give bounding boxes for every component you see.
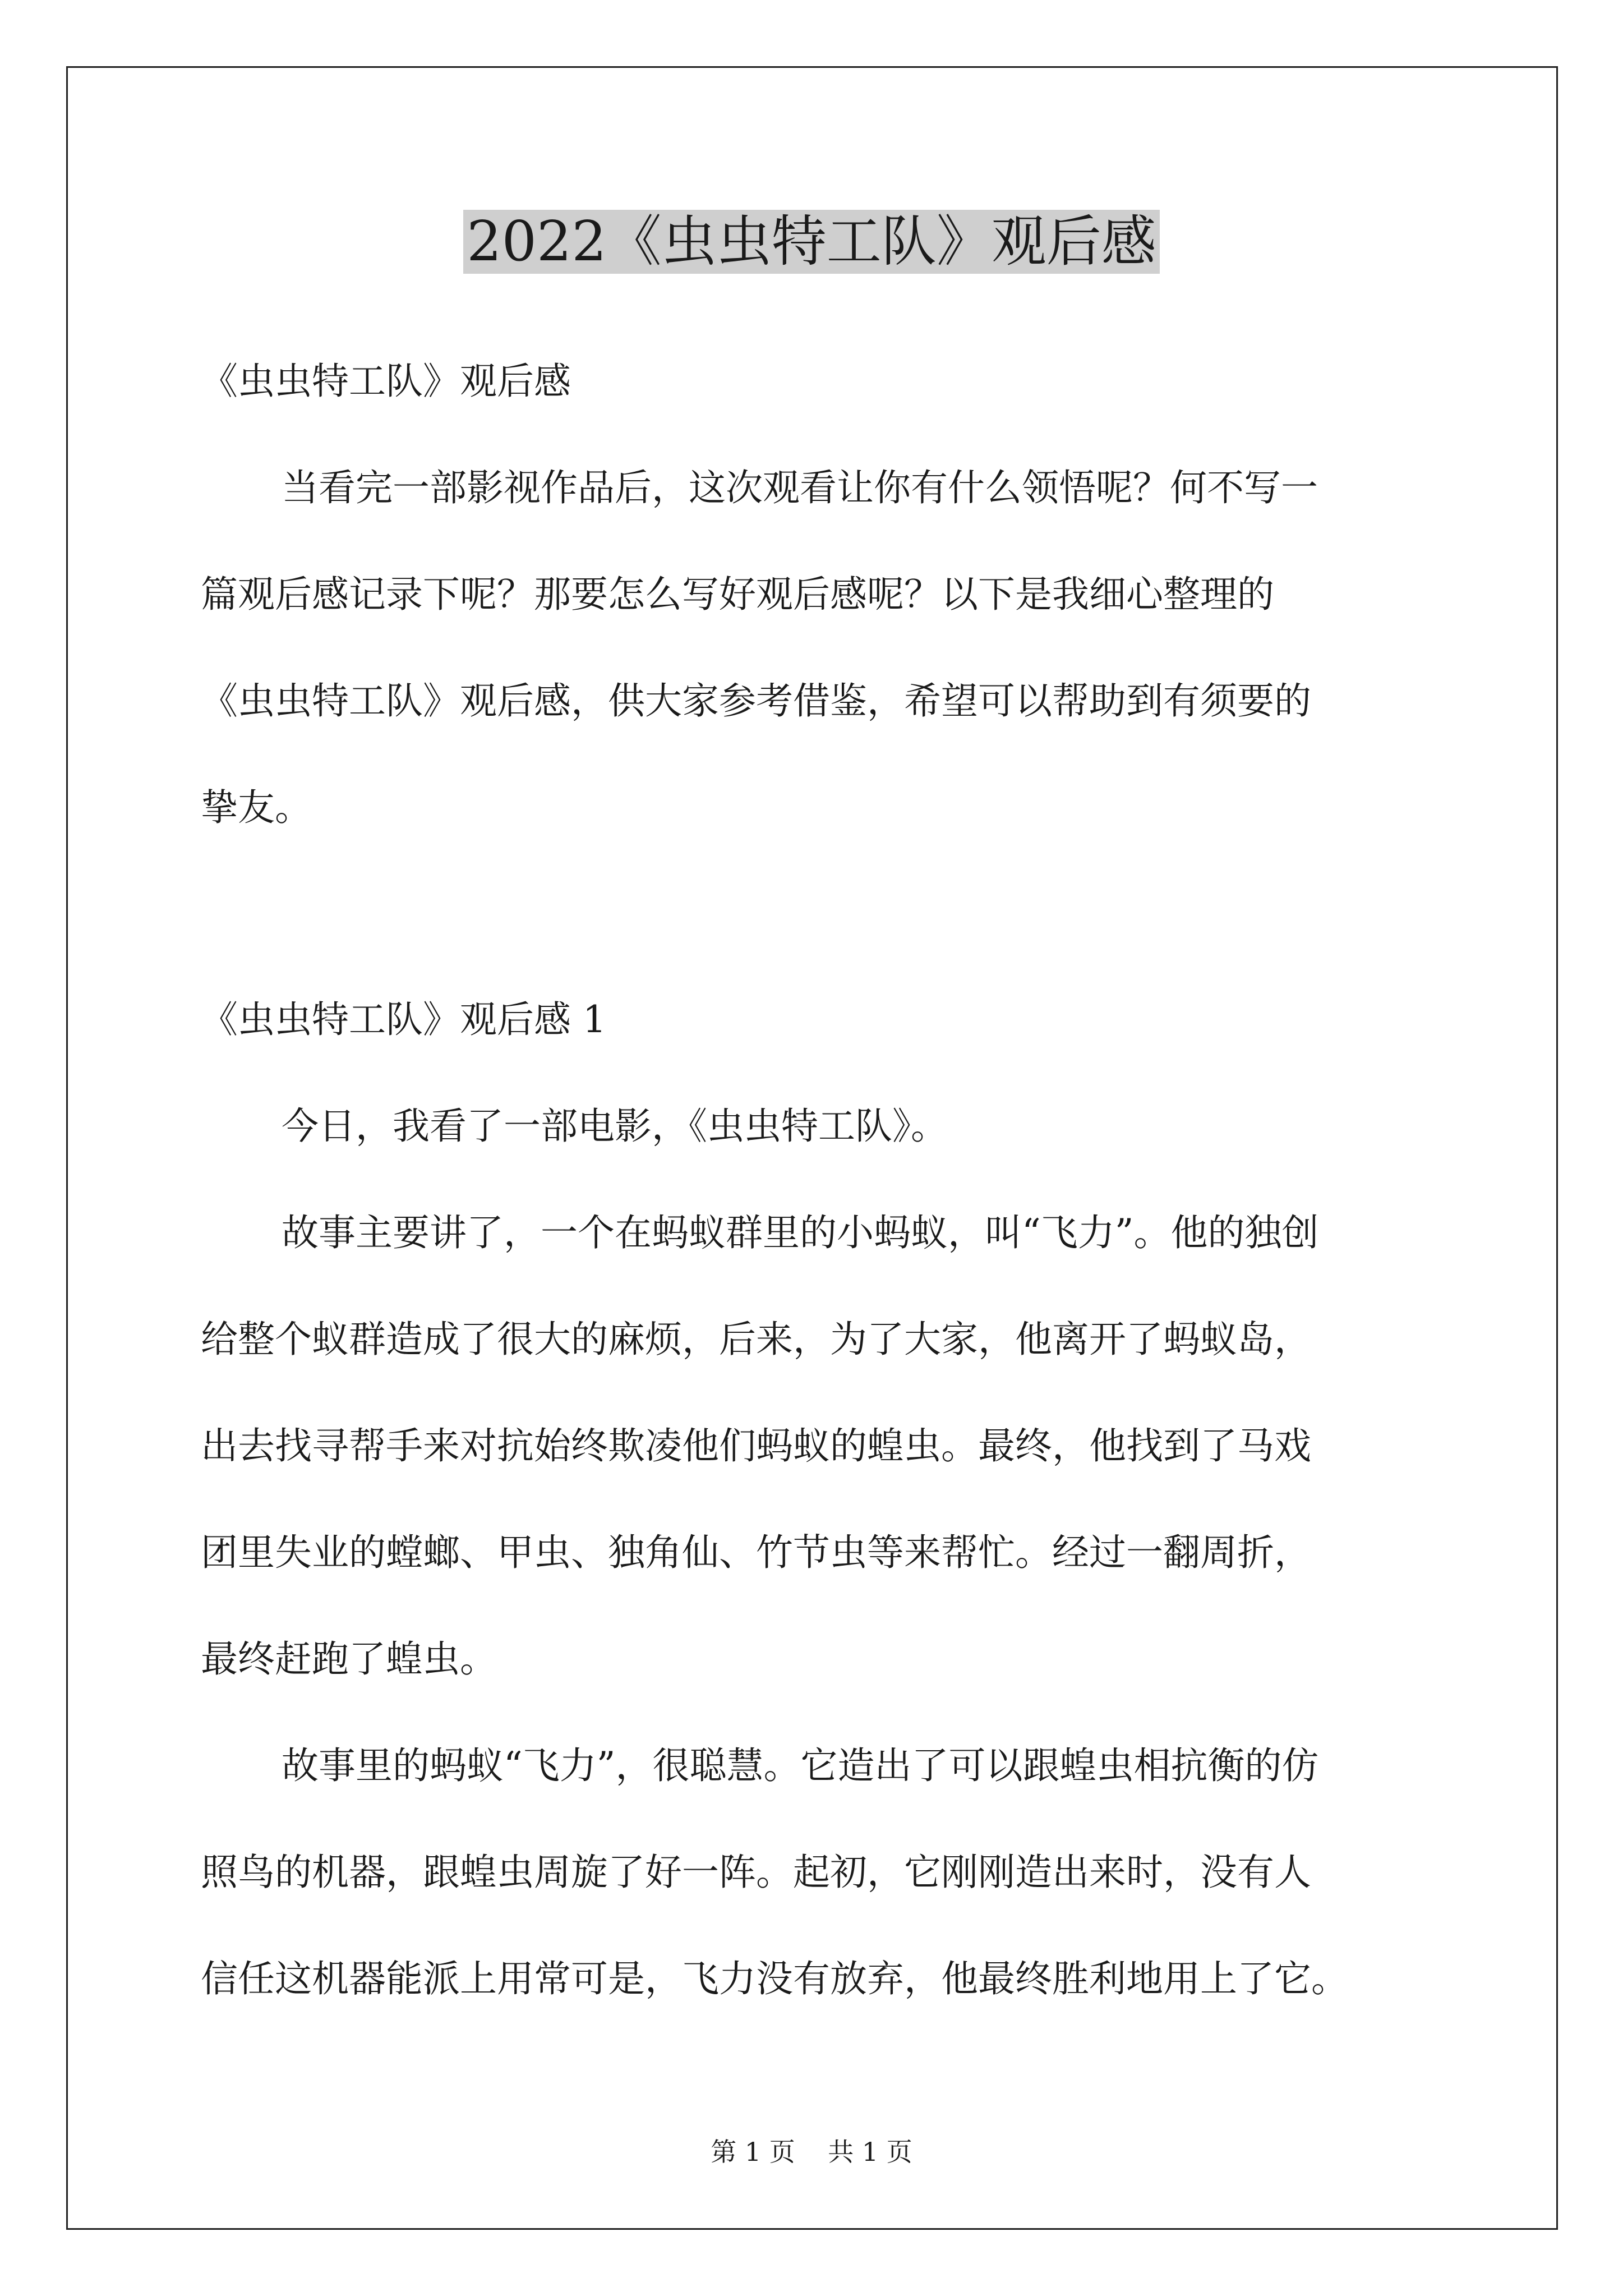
body-line-6: 最终赶跑了蝗虫。 <box>201 1637 497 1681</box>
body-line-7: 故事里的蚂蚁“飞力”，很聪慧。它造出了可以跟蝗虫相抗衡的仿 <box>282 1744 1319 1787</box>
document-title-text: 2022《虫虫特工队》观后感 <box>463 210 1159 274</box>
body-line-5: 团里失业的螳螂、甲虫、独角仙、竹节虫等来帮忙。经过一翻周折， <box>201 1531 1311 1574</box>
intro-line-3: 《虫虫特工队》观后感，供大家参考借鉴，希望可以帮助到有须要的 <box>201 679 1311 723</box>
intro-line-1: 当看完一部影视作品后，这次观看让你有什么领悟呢？何不写一 <box>282 466 1318 509</box>
body-line-3: 给整个蚁群造成了很大的麻烦，后来，为了大家，他离开了蚂蚁岛， <box>201 1318 1311 1361</box>
body-line-9: 信任这机器能派上用常可是，飞力没有放弃，他最终胜利地用上了它。 <box>201 1957 1348 2000</box>
intro-line-4: 挚友。 <box>201 786 312 829</box>
body-line-1: 今日，我看了一部电影，《虫虫特工队》。 <box>282 1105 948 1148</box>
heading: 《虫虫特工队》观后感 <box>201 360 571 403</box>
body-line-8: 照鸟的机器，跟蝗虫周旋了好一阵。起初，它刚刚造出来时，没有人 <box>201 1851 1311 1894</box>
document-title <box>0 205 1623 278</box>
body-line-4: 出去找寻帮手来对抗始终欺凌他们蚂蚁的蝗虫。最终，他找到了马戏 <box>201 1424 1311 1467</box>
intro-line-2: 篇观后感记录下呢？那要怎么写好观后感呢？以下是我细心整理的 <box>201 573 1274 616</box>
page-footer: 第 1 页 共 1 页 <box>711 2137 912 2167</box>
body-line-2: 故事主要讲了，一个在蚂蚁群里的小蚂蚁，叫“飞力”。他的独创 <box>282 1211 1319 1254</box>
section-heading: 《虫虫特工队》观后感 1 <box>201 998 606 1041</box>
